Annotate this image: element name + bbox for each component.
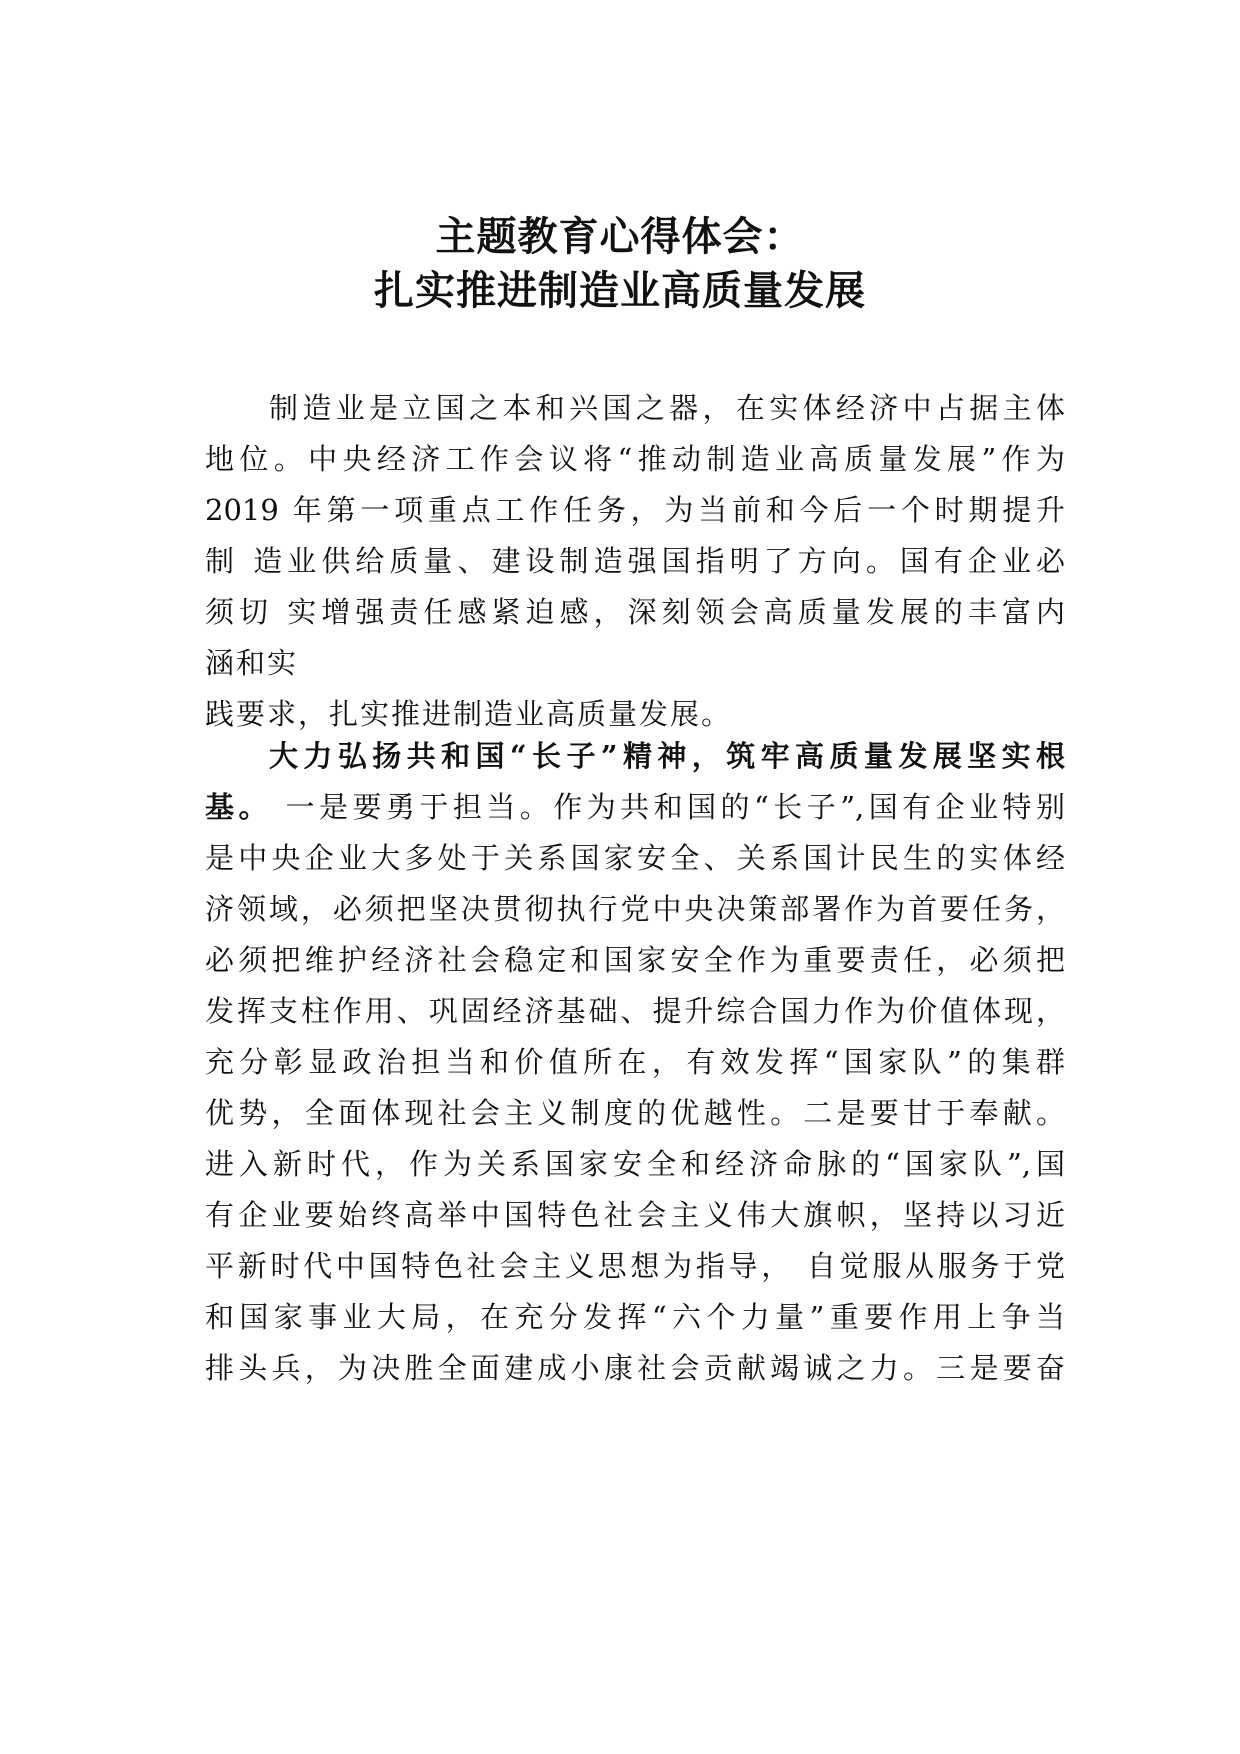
title-line-1: 主题教育心得体会： <box>435 214 805 260</box>
paragraph-line: 地位。中央经济工作会议将“推动制造业高质量发展”作为 <box>205 442 1065 476</box>
section-heading: 大力弘扬共和国“长子”精神，筑牢高质量发展坚实根 <box>269 739 1065 773</box>
paragraph-intro <box>205 383 1065 740</box>
paragraph-line <box>205 782 1065 833</box>
paragraph-line: 优势，全面体现社会主义制度的优越性。二是要甘于奉献。 <box>205 1096 1065 1130</box>
paragraph-line: 2019 年第一项重点工作任务，为当前和今后一个时期提升 <box>205 493 1065 527</box>
paragraph-line: 是中央企业大多处于关系国家安全、关系国计民生的实体经 <box>205 841 1065 875</box>
paragraph-line: 践要求，扎实推进制造业高质量发展。 <box>205 697 733 731</box>
section-heading-end: 基。 <box>205 790 272 824</box>
document-title <box>0 210 1240 318</box>
paragraph-line: 须切 实增强责任感紧迫感，深刻领会高质量发展的丰富内 <box>205 595 1065 629</box>
paragraph-line: 有企业要始终高举中国特色社会主义伟大旗帜，坚持以习近 <box>205 1198 1065 1232</box>
paragraph-line: 制 造业供给质量、建设制造强国指明了方向。国有企业必 <box>205 544 1065 578</box>
paragraph-line: 济领域，必须把坚决贯彻执行党中央决策部署作为首要任务， <box>205 892 1065 926</box>
paragraph-line: 排头兵，为决胜全面建成小康社会贡献竭诚之力。三是要奋 <box>205 1351 1065 1385</box>
paragraph-line: 制造业是立国之本和兴国之器，在实体经济中占据主体 <box>269 391 1065 425</box>
paragraph-line: 和国家事业大局，在充分发挥“六个力量”重要作用上争当 <box>205 1300 1065 1334</box>
paragraph-line: 必须把维护经济社会稳定和国家安全作为重要责任，必须把 <box>205 943 1065 977</box>
paragraph-line: 发挥支柱作用、巩固经济基础、提升综合国力作为价值体现， <box>205 994 1065 1028</box>
paragraph-line: 涵和实 <box>205 646 299 680</box>
paragraph-line: 进入新时代，作为关系国家安全和经济命脉的“国家队”,国 <box>205 1147 1065 1181</box>
paragraph-line-text: 一是要勇于担当。作为共和国的“长子”,国有企业特别 <box>271 790 1065 824</box>
paragraph-spirit <box>205 731 1065 1394</box>
title-line-2: 扎实推进制造业高质量发展 <box>374 268 866 314</box>
paragraph-line: 充分彰显政治担当和价值所在，有效发挥“国家队”的集群 <box>205 1045 1065 1079</box>
paragraph-line: 平新时代中国特色社会主义思想为指导， 自觉服从服务于党 <box>205 1249 1065 1283</box>
